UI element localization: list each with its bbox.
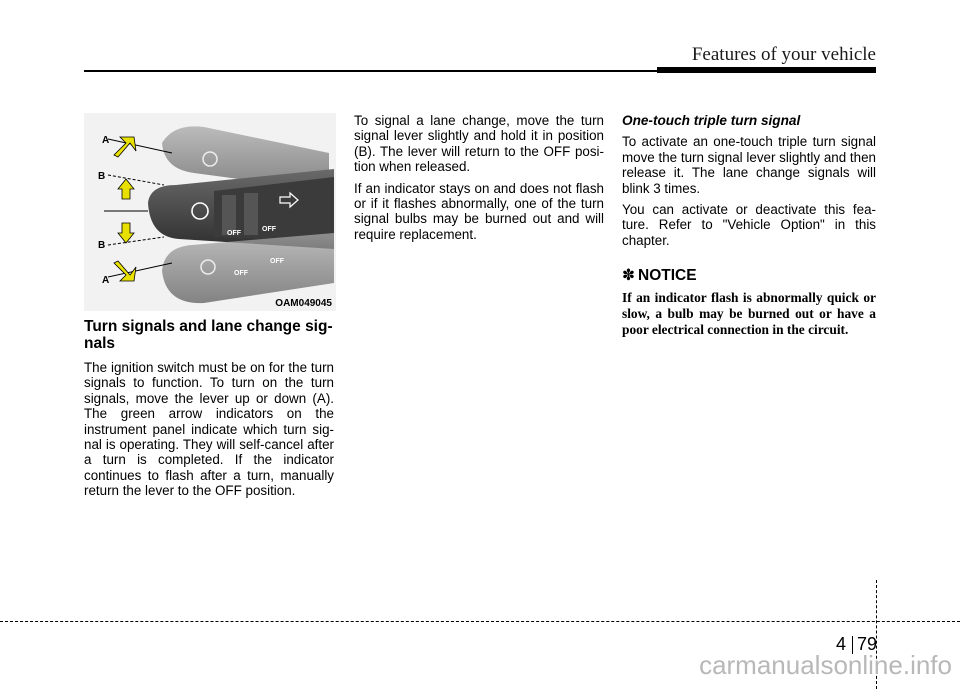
notice-mark-icon: ✽ [622, 267, 635, 285]
off-label-1: OFF [227, 230, 241, 237]
footer-dashed-rule [0, 621, 960, 622]
middle-paragraph-1: To signal a lane change, move the turn signal lever slightly and hold it in position (B). The lever will return to the OFF posi-tion when released. [354, 113, 604, 175]
off-label-3: OFF [234, 270, 248, 277]
middle-column [354, 113, 604, 248]
left-body-paragraph: The ignition switch must be on for the turn signals to function. To turn on the turn signals, move the lever up or down (A). The green arrow indicators on the instrument panel indicate which turn sig-nal is operating. They will self-cancel after a turn is completed. If the indicator continues to flash after a turn, manually return the lever to the OFF position. [84, 360, 334, 499]
figure-code: OAM049045 [275, 298, 332, 309]
leader-b-bottom [108, 237, 164, 245]
watermark: carmanualsonline.info [699, 650, 952, 680]
section-heading: Turn signals and lane change sig-nals [84, 318, 333, 352]
header-rule-thick [657, 67, 876, 73]
notice-title: NOTICE [638, 267, 697, 285]
label-a-top: A [102, 135, 110, 146]
notice-text: If an indicator flash is abnormally quick or slow, a bulb may be burned out or have a poor electrical connection in the circuit. [622, 289, 876, 337]
subheading: One-touch triple turn signal [622, 113, 801, 128]
label-b-top: B [98, 171, 106, 182]
right-paragraph-1: To activate an one-touch triple turn signal move the turn signal lever slightly and then release it. The lane change signals will blink 3 times. [622, 134, 876, 196]
arrow-down-b-icon [118, 223, 134, 243]
leader-b-top [108, 175, 164, 185]
arrow-up-b-icon [118, 179, 134, 199]
off-label-4: OFF [270, 258, 284, 265]
notice-heading [622, 268, 876, 283]
page-number: 79 [857, 634, 878, 654]
right-column [622, 113, 876, 338]
arrow-down-a-icon [114, 261, 136, 281]
turn-signal-lever-figure [84, 113, 336, 311]
off-label-2: OFF [262, 226, 276, 233]
lever-illustration [84, 113, 336, 311]
label-a-bottom: A [102, 275, 110, 286]
left-column [84, 318, 334, 505]
chapter-number: 4 [836, 634, 847, 654]
right-paragraph-2: You can activate or deactivate this fea-ture. Refer to "Vehicle Option" in this chapter. [622, 202, 876, 248]
middle-paragraph-2: If an indicator stays on and does not flash or if it flashes abnormally, one of the turn signal bulbs may be burned out and will require replacement. [354, 180, 604, 242]
header-rule [84, 70, 657, 72]
label-b-bottom: B [98, 240, 106, 251]
arrow-up-a-icon [114, 137, 136, 157]
header-title: Features of your vehicle [691, 44, 876, 65]
lever-bottom [162, 233, 334, 303]
